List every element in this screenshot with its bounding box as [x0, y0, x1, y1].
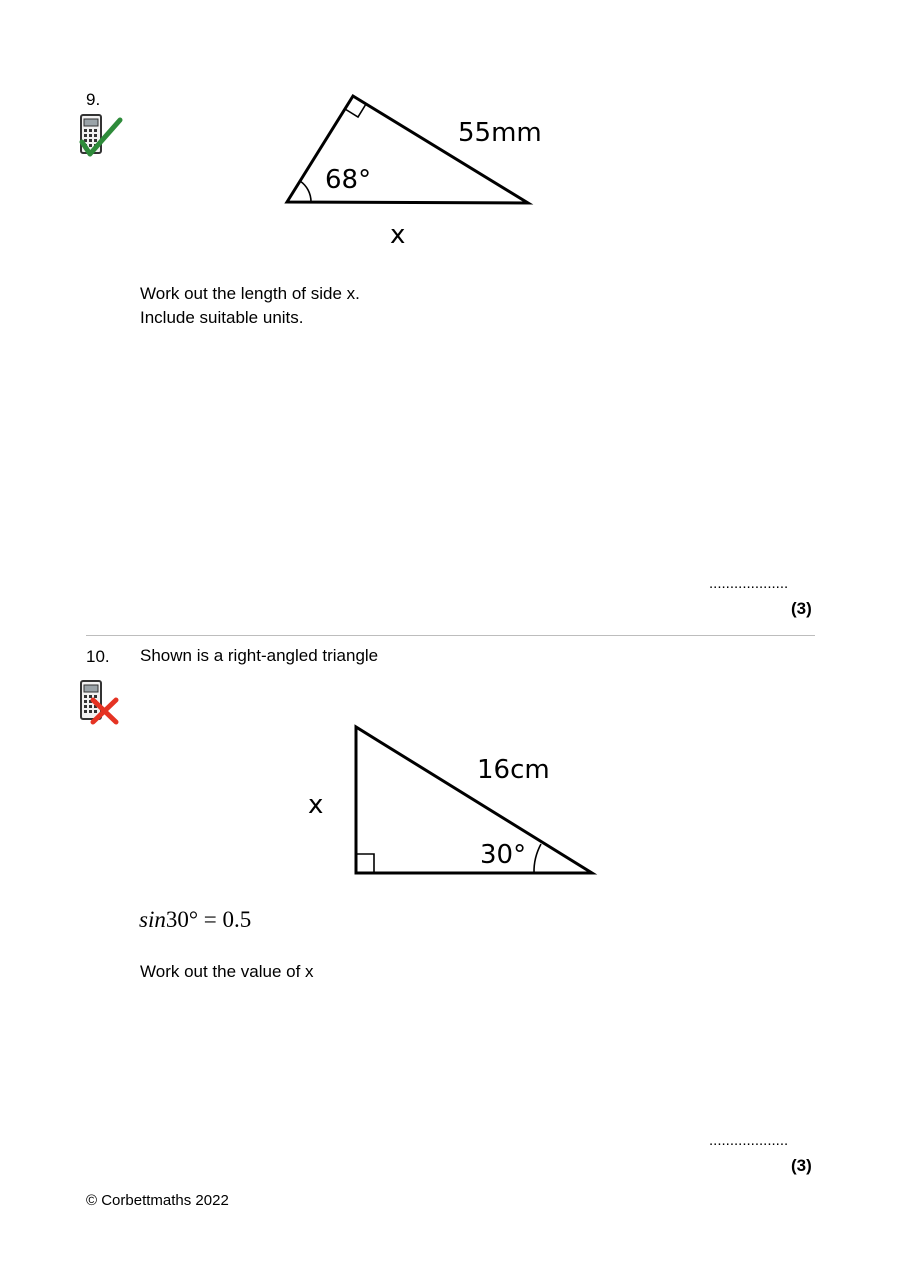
copyright-footer: © Corbettmaths 2022 [86, 1192, 229, 1209]
equation-argument: 30° [165, 907, 199, 932]
question-9-instruction-2: Include suitable units. [140, 308, 304, 327]
angle-label: 30° [480, 840, 527, 870]
calculator-not-allowed-icon [78, 678, 124, 726]
equation-rhs: = 0.5 [203, 907, 252, 932]
triangle-diagram-q9 [270, 85, 560, 255]
question-10-number: 10. [86, 647, 110, 666]
side-x-label: x [308, 790, 324, 820]
calculator-allowed-icon [78, 112, 124, 160]
hypotenuse-label: 16cm [477, 755, 550, 785]
equation-function: sin [139, 907, 166, 932]
marks-q9: (3) [791, 599, 812, 618]
answer-line-q10[interactable]: ................... [709, 1132, 789, 1149]
equation [139, 907, 251, 933]
question-10-intro: Shown is a right-angled triangle [140, 646, 379, 665]
triangle-diagram-q10 [300, 715, 610, 885]
hypotenuse-label: 55mm [458, 118, 542, 148]
question-9-number: 9. [86, 90, 101, 109]
side-x-label: x [390, 220, 406, 250]
angle-label: 68° [325, 165, 372, 195]
marks-q10: (3) [791, 1156, 812, 1175]
question-10-instruction: Work out the value of x [140, 962, 314, 981]
answer-line-q9[interactable]: ................... [709, 575, 789, 592]
question-divider [86, 635, 815, 636]
question-9-instruction-1: Work out the length of side x. [140, 284, 360, 303]
